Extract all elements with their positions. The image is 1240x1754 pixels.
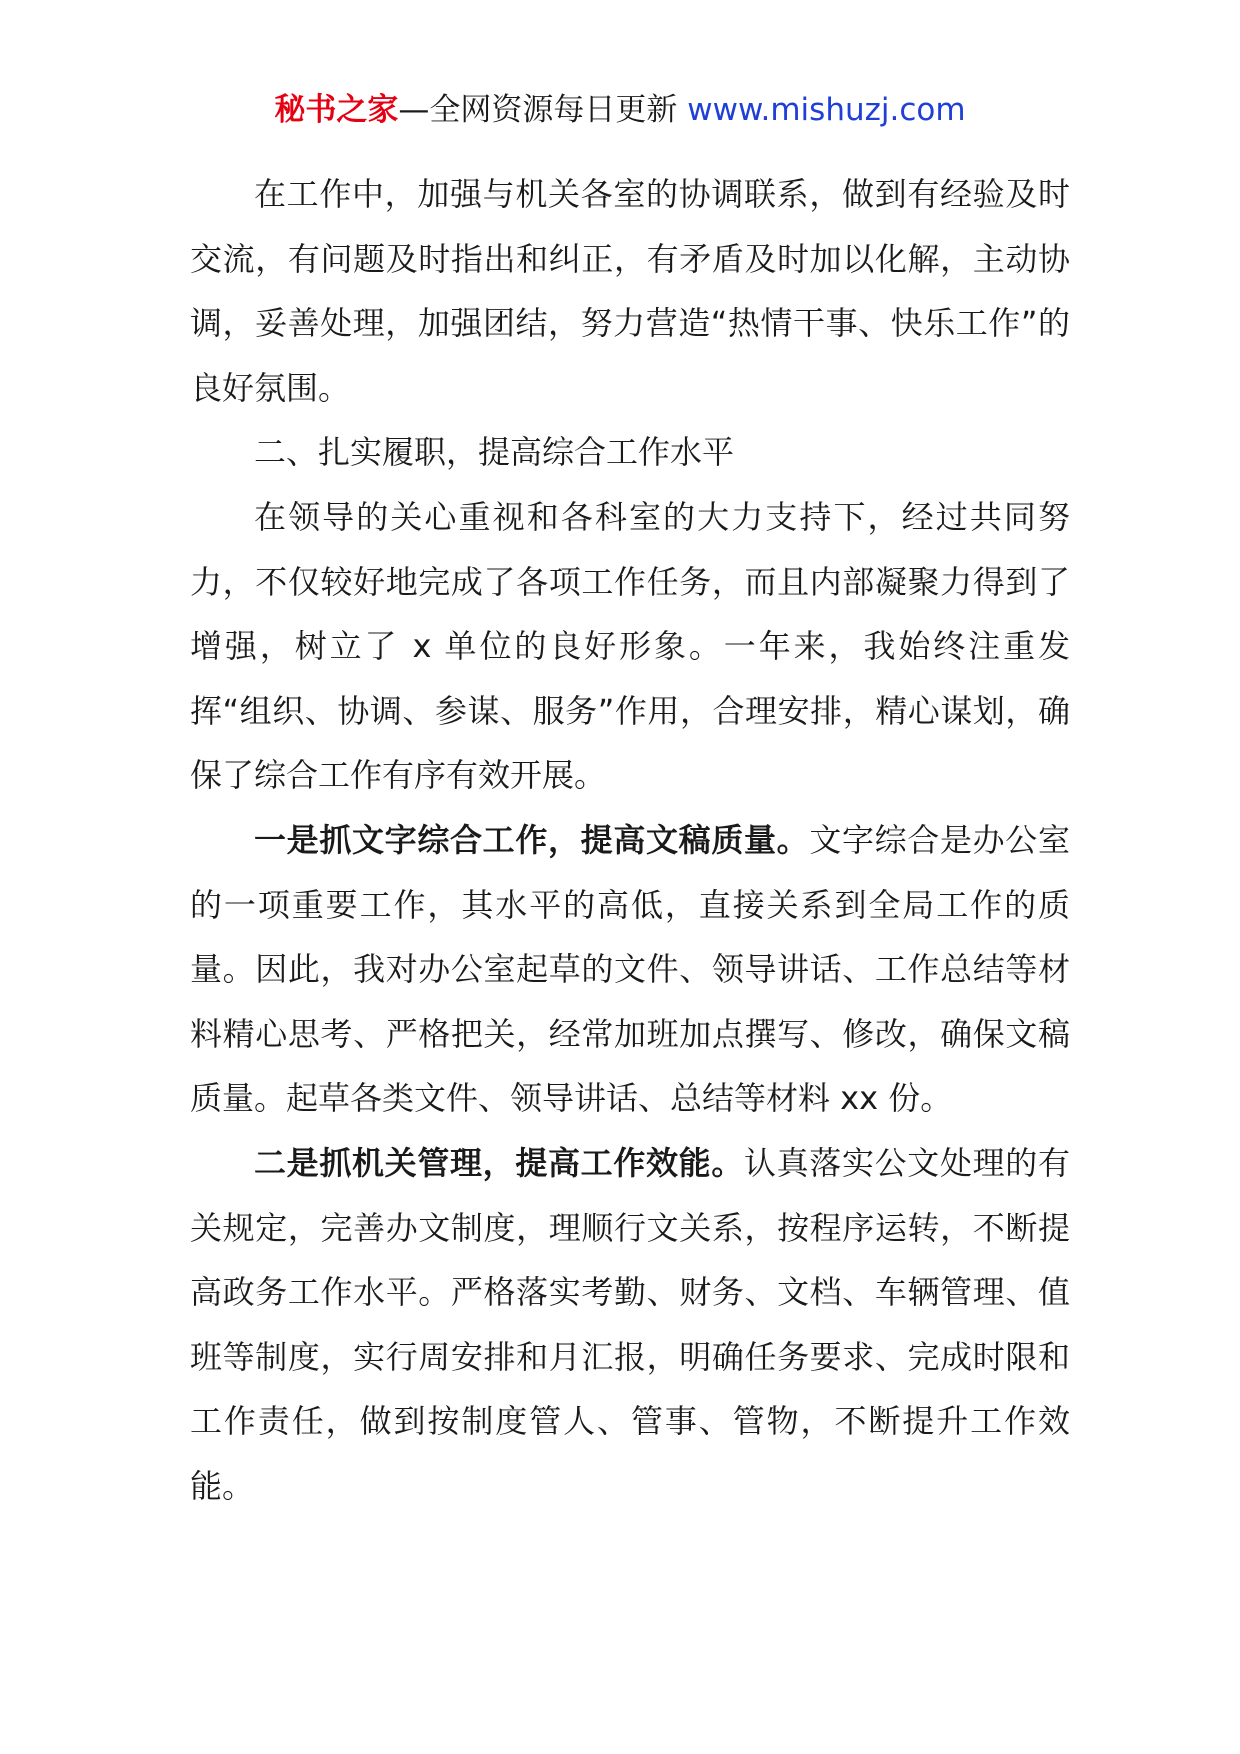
site-header: [0, 88, 1240, 132]
paragraph-writing-work: [190, 808, 1070, 1131]
paragraph-text: 认真落实公文处理的有关规定，完善办文制度，理顺行文关系，按程序运转，不断提高政务工作水平。严格落实考勤、财务、文档、车辆管理、值班等制度，实行周安排和月汇报，明确任务要求、完成时限和工作责任，做到按制度管人、管事、管物，不断提升工作效能。: [190, 1143, 1070, 1505]
paragraph-text: 在领导的关心重视和各科室的大力支持下，经过共同努力，不仅较好地完成了各项工作任务，而且内部凝聚力得到了增强，树立了 x 单位的良好形象。一年来，我始终注重发挥“组织、协调、参谋、服务”作用，合理安排，精心谋划，确保了综合工作有序有效开展。: [190, 497, 1070, 795]
site-url-link[interactable]: www.mishuzj.com: [687, 92, 966, 128]
paragraph-text: 文字综合是办公室的一项重要工作，其水平的高低，直接关系到全局工作的质量。因此，我对办公室起草的文件、领导讲话、工作总结等材料精心思考、严格把关，经常加班加点撰写、修改，确保文稿质量。起草各类文件、领导讲话、总结等材料 xx 份。: [190, 820, 1070, 1118]
paragraph-office-management: [190, 1131, 1070, 1519]
section-heading: [190, 420, 1070, 485]
paragraph-coordination: [190, 162, 1070, 420]
paragraph-bold-lead: 一是抓文字综合工作，提高文稿质量。: [254, 820, 810, 859]
site-brand: 秘书之家: [274, 92, 399, 128]
site-slogan: —全网资源每日更新: [398, 92, 678, 128]
document-body: [190, 162, 1070, 1518]
paragraph-bold-lead: 二是抓机关管理，提高工作效能。: [254, 1143, 744, 1182]
paragraph-overview: [190, 485, 1070, 808]
paragraph-text: 在工作中，加强与机关各室的协调联系，做到有经验及时交流，有问题及时指出和纠正，有矛盾及时加以化解，主动协调，妥善处理，加强团结，努力营造“热情干事、快乐工作”的良好氛围。: [190, 175, 1070, 407]
section-heading-text: 二、扎实履职，提高综合工作水平: [254, 433, 735, 472]
